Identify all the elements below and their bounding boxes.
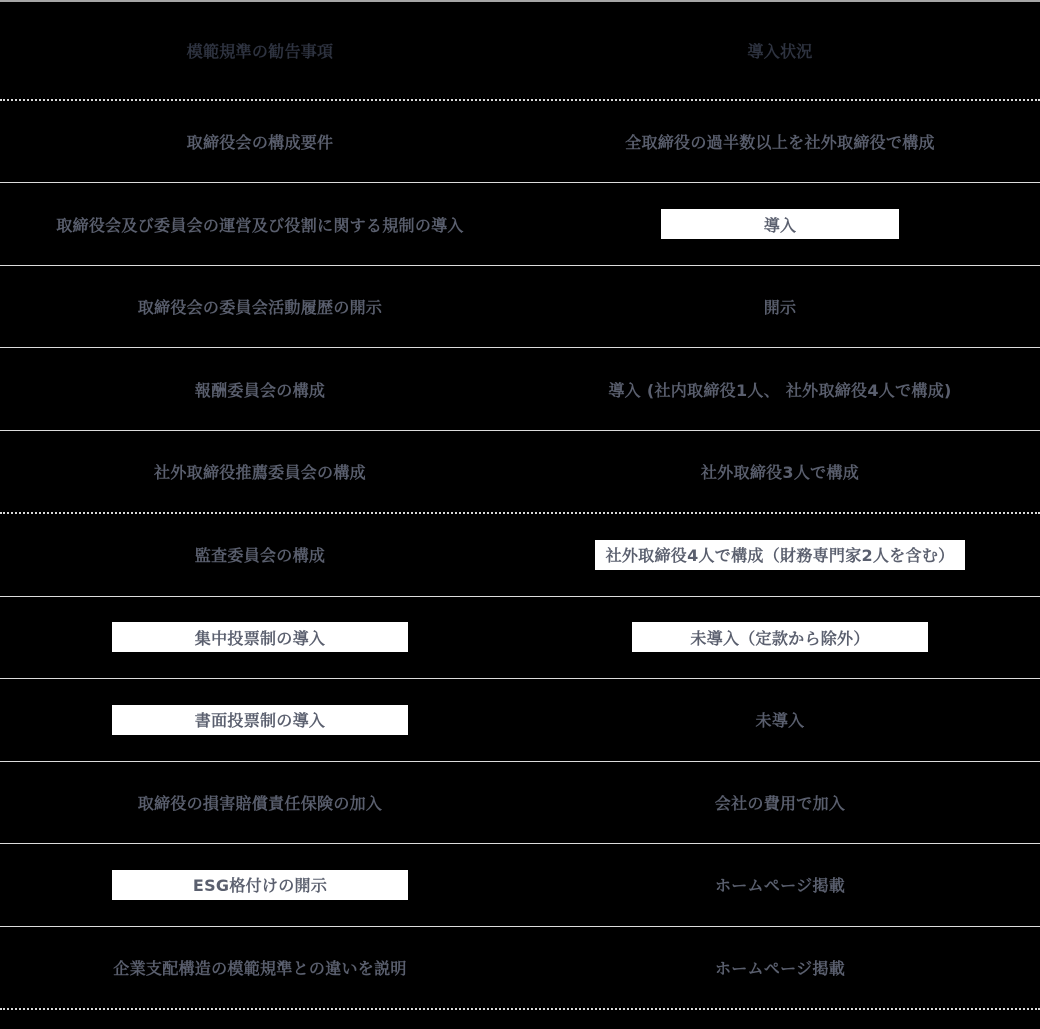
row-label: 取締役会及び委員会の運営及び役割に関する規制の導入 (56, 215, 464, 235)
row-label-cell (0, 762, 520, 843)
row-label: 取締役会の構成要件 (186, 133, 334, 153)
table-row (0, 347, 1040, 429)
table-row (0, 512, 1040, 595)
highlighted-label: ESG格付けの開示 (112, 870, 408, 900)
row-value-cell (520, 927, 1040, 1008)
row-value-cell (520, 597, 1040, 678)
row-label-cell (0, 514, 520, 595)
row-label: 企業支配構造の模範規準との違いを説明 (113, 958, 407, 978)
row-value-cell (520, 348, 1040, 429)
row-label-cell (0, 101, 520, 182)
row-value: 全取締役の過半数以上を社外取締役で構成 (625, 133, 935, 153)
row-label: 報酬委員会の構成 (194, 380, 326, 400)
highlighted-value: 未導入（定款から除外） (632, 622, 928, 652)
row-label-cell (0, 348, 520, 429)
row-value: 社外取締役3人で構成 (700, 463, 860, 483)
row-value-cell (520, 431, 1040, 512)
row-value: 開示 (763, 298, 797, 318)
row-label-cell (0, 679, 520, 760)
row-label-cell (0, 183, 520, 264)
table-row (0, 761, 1040, 843)
row-value-cell (520, 762, 1040, 843)
row-label: 社外取締役推薦委員会の構成 (154, 463, 366, 483)
row-label: 取締役の損害賠償責任保険の加入 (137, 793, 383, 813)
row-value-cell (520, 679, 1040, 760)
row-label: 監査委員会の構成 (194, 546, 326, 566)
highlighted-label: 書面投票制の導入 (112, 705, 408, 735)
row-value: ホームページ掲載 (714, 876, 846, 896)
row-value: 未導入 (755, 711, 805, 731)
highlighted-value: 導入 (661, 209, 899, 239)
row-label: 取締役会の委員会活動履歴の開示 (137, 298, 383, 318)
table-row (0, 596, 1040, 678)
row-value-cell (520, 101, 1040, 182)
row-value-cell (520, 266, 1040, 347)
row-label-cell (0, 927, 520, 1008)
table-row (0, 926, 1040, 1008)
table-row (0, 430, 1040, 512)
row-label-cell (0, 266, 520, 347)
header-recommendations (0, 2, 520, 99)
row-value: 導入 (社内取締役1人、 社外取締役4人で構成) (608, 380, 952, 400)
header-adoption-status (520, 2, 1040, 99)
row-label-cell (0, 597, 520, 678)
row-value-cell (520, 844, 1040, 925)
row-value: ホームページ掲載 (714, 958, 846, 978)
table-row (0, 182, 1040, 264)
table-row (0, 99, 1040, 182)
row-value: 会社の費用で加入 (714, 793, 846, 813)
table-row (0, 265, 1040, 347)
highlighted-value: 社外取締役4人で構成（財務専門家2人を含む） (595, 540, 965, 570)
row-value-cell (520, 514, 1040, 595)
table-body (0, 99, 1040, 1010)
row-label-cell (0, 844, 520, 925)
row-value-cell (520, 183, 1040, 264)
header-adoption-status-label: 導入状況 (747, 42, 813, 61)
row-label-cell (0, 431, 520, 512)
highlighted-label: 集中投票制の導入 (112, 622, 408, 652)
header-recommendations-label: 模範規準の勧告事項 (186, 42, 334, 61)
table-row (0, 843, 1040, 925)
table-row (0, 678, 1040, 760)
table-header-row (0, 2, 1040, 99)
